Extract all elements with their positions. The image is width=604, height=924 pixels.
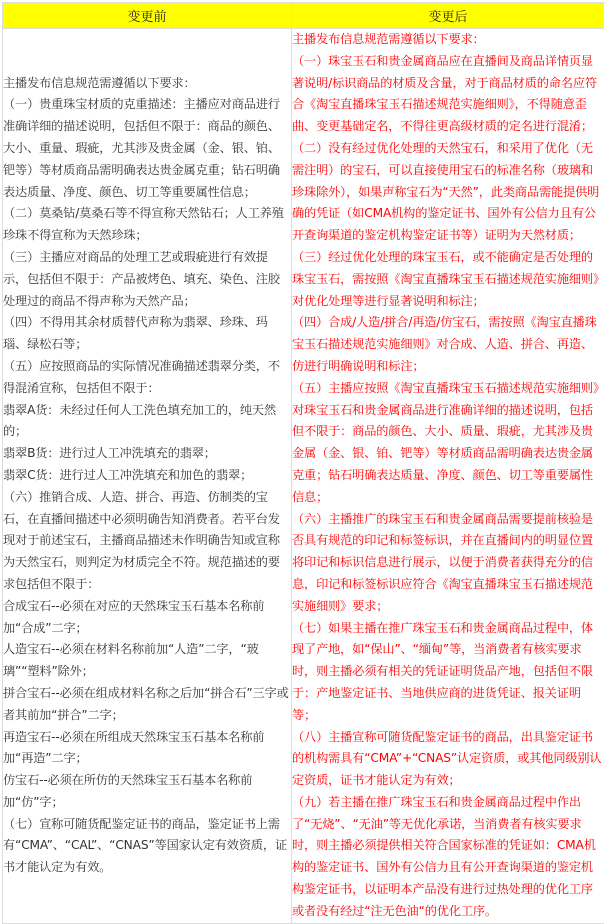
- after-intro: 主播发布信息规范需遵循以下要求：: [292, 29, 604, 51]
- after-item-5: （五）主播应按照《淘宝直播珠宝玉石描述规范实施细则》对珠宝玉石和贵金属商品进行准确详细的描述说明，包括但不限于：商品的颜色、大小、质量、瑕疵，尤其涉及贵金属（金、银、铂、钯等）等材质商品需明确表达贵金属克重；钻石明确表达质量、净度、颜色、切工等重要属性信息；: [292, 378, 604, 509]
- before-intro: 主播发布信息规范需遵循以下要求：: [3, 73, 291, 95]
- after-item-7: （七）如果主播在推广珠宝玉石和贵金属商品过程中，体现了产地，如“保山”、“缅甸”等，当消费者有核实要求时，则主播必须有相关的凭证证明货品产地，包括但不限于：产地鉴定证书、当地供应商的进货凭证、报关证明等；: [292, 618, 604, 727]
- before-jade-b: 翡翠B货：进行过人工冲洗填充的翡翠；: [3, 443, 291, 465]
- after-item-9: （九）若主播在推广珠宝玉石和贵金属商品过程中作出了“无烧”、“无油”等无优化承诺，当消费者有核实要求时，则主播必须提供相关符合国家标准的凭证如：CMA机构的鉴定证书、国外有公信力且有公开查询渠道的鉴定机构鉴定证书，以证明本产品没有进行过热处理的优化工序或者没有经过“注无色油“的优化工序。: [292, 792, 604, 923]
- header-after: 变更后: [292, 3, 604, 29]
- before-item-1: （一）贵重珠宝材质的克重描述：主播应对商品进行准确详细的描述说明，包括但不限于：商品的颜色、大小、重量、瑕疵，尤其涉及贵金属（金、银、铂、钯等）等材质商品需明确表达贵金属克重；钻石明确表达质量、净度、颜色、切工等重要属性信息；: [3, 94, 291, 203]
- after-item-6: （六）主播推广的珠宝玉石和贵金属商品需要提前核验是否具有规范的印记和标签标识，并在直播间内的明显位置将印记和标识信息进行展示，以便于消费者获得充分的信息，印记和标签标识应符合《淘宝直播珠宝玉石描述规范实施细则》要求；: [292, 509, 604, 618]
- after-cell: [292, 29, 604, 924]
- before-cell: [3, 29, 292, 924]
- after-item-1: （一）珠宝玉石和贵金属商品应在直播间及商品详情页显著说明/标识商品的材质及含量，对于商品材质的命名应符合《淘宝直播珠宝玉石描述规范实施细则》，不得随意歪曲、变更基础定名，不得往更高级材质的定名进行混淆；: [292, 51, 604, 138]
- before-item-4: （四）不得用其余材质替代声称为翡翠、珍珠、玛瑙、绿松石等；: [3, 312, 291, 356]
- content-row: [3, 29, 604, 924]
- before-jade-c: 翡翠C货：进行过人工冲洗填充和加色的翡翠；: [3, 465, 291, 487]
- before-item-6: （六）推销合成、人造、拼合、再造、仿制类的宝石，在直播间描述中必须明确告知消费者。若平台发现对于前述宝石，主播商品描述未作明确告知或宣称为天然宝石，则判定为材质完全不符。规范描述的要求包括但不限于：: [3, 487, 291, 596]
- before-item-7: （七）宣称可随货配鉴定证书的商品，鉴定证书上需有“CMA”、“CAL”、“CNAS”等国家认定有效资质，证书才能认定为有效。: [3, 814, 291, 879]
- header-before: 变更前: [3, 3, 292, 29]
- before-imitation: 仿宝石--必须在所仿的天然珠宝玉石基本名称前加“仿”字；: [3, 770, 291, 814]
- after-item-4: （四）合成/人造/拼合/再造/仿宝石，需按照《淘宝直播珠宝玉石描述规范实施细则》对合成、人造、拼合、再造、仿进行明确说明和标注；: [292, 312, 604, 377]
- after-item-8: （八）主播宣称可随货配鉴定证书的商品，出具鉴定证书的机构需具有“CMA”+“CNAS”认定资质，或其他同级别认定资质，证书才能认定为有效；: [292, 727, 604, 792]
- before-composite: 拼合宝石--必须在组成材料名称之后加“拼合石”三字或者其前加“拼合”二字；: [3, 683, 291, 727]
- before-reconstructed: 再造宝石--必须在所组成天然珠宝玉石基本名称前加“再造”二字；: [3, 727, 291, 771]
- before-artificial: 人造宝石--必须在材料名称前加“人造”二字，“玻璃”“塑料”除外；: [3, 639, 291, 683]
- before-item-3: （三）主播应对商品的处理工艺或瑕疵进行有效提示，包括但不限于：产品被烤色、填充、染色、注胶处理过的商品不得声称为天然产品；: [3, 247, 291, 312]
- after-item-3: （三）经过优化处理的珠宝玉石，或不能确定是否处理的珠宝玉石，需按照《淘宝直播珠宝玉石描述规范实施细则》对优化处理等进行显著说明和标注；: [292, 247, 604, 312]
- after-item-2: （二）没有经过优化处理的天然宝石，和采用了优化（无需注明）的宝石，可以直接使用宝石的标准名称（玻璃和珍珠除外），如果声称宝石为“天然”，此类商品需能提供明确的凭证（如CMA机构的鉴定证书、国外有公信力且有公开查询渠道的鉴定机构鉴定证书等）证明为天然材质；: [292, 138, 604, 247]
- before-item-2: （二）莫桑钻/莫桑石等不得宣称天然钻石；人工养殖珍珠不得宣称为天然珍珠；: [3, 203, 291, 247]
- change-comparison-table: [2, 2, 604, 924]
- before-jade-a: 翡翠A货：未经过任何人工洗色填充加工的，纯天然的；: [3, 400, 291, 444]
- header-row: [3, 3, 604, 29]
- before-item-5: （五）应按照商品的实际情况准确描述翡翠分类，不得混淆宣称，包括但不限于：: [3, 356, 291, 400]
- before-synthetic: 合成宝石--必须在对应的天然珠宝玉石基本名称前加“合成”二字；: [3, 596, 291, 640]
